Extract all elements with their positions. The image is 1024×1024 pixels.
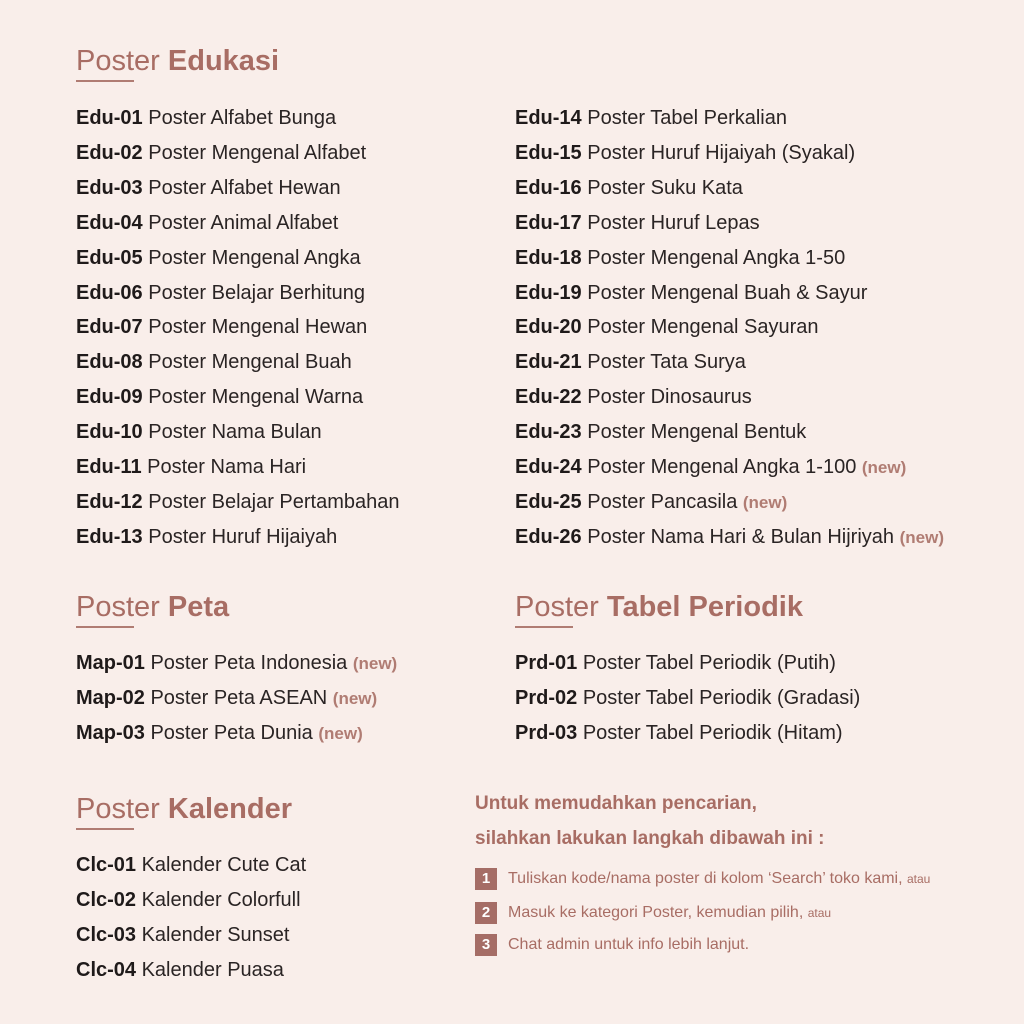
item-code: Clc-01: [76, 854, 137, 876]
item-code: Map-03: [76, 722, 145, 744]
step-text: Masuk ke kategori Poster, kemudian pilih,: [508, 904, 804, 921]
list-item: [76, 525, 337, 549]
instructions-heading-line2: silahkan lakukan langkah dibawah ini :: [475, 828, 825, 849]
section-edukasi: [76, 44, 996, 548]
list-item: [76, 923, 289, 947]
item-code: Edu-15: [515, 141, 582, 164]
item-code: Edu-04: [76, 211, 143, 234]
item-code: Prd-01: [515, 652, 578, 674]
item-name: Poster Huruf Hijaiyah: [148, 525, 338, 548]
item-code: Clc-02: [76, 889, 137, 911]
list-item: [76, 490, 400, 514]
list-item: [515, 686, 860, 710]
item-name: Poster Huruf Hijaiyah (Syakal): [587, 141, 856, 164]
list-item: [76, 721, 363, 746]
list-item: [76, 455, 306, 479]
item-code: Edu-26: [515, 525, 582, 548]
step-text-wrap: [508, 902, 831, 924]
item-code: Edu-10: [76, 421, 143, 444]
item-name: Poster Pancasila: [587, 490, 738, 513]
list-item: [76, 651, 397, 676]
item-name: Poster Peta Indonesia: [150, 652, 348, 674]
list-item: [76, 420, 322, 444]
item-code: Edu-02: [76, 141, 143, 164]
section-tabel-periodik: [515, 590, 935, 744]
section-title-light: Poster: [515, 591, 599, 623]
list-item: [76, 315, 367, 339]
item-name: Poster Nama Bulan: [148, 421, 322, 444]
section-kalender: [76, 792, 496, 981]
list-item: [515, 455, 906, 480]
list-item: [76, 281, 365, 305]
item-code: Edu-21: [515, 351, 582, 374]
section-title-light: Poster: [76, 45, 160, 77]
item-name: Poster Mengenal Angka: [148, 246, 361, 269]
new-badge: (new): [861, 458, 907, 477]
list-item: [76, 958, 284, 982]
list-item: [515, 176, 743, 200]
item-name: Poster Mengenal Angka 1-100: [587, 456, 857, 478]
new-badge: (new): [742, 492, 788, 512]
item-name: Poster Mengenal Buah & Sayur: [587, 281, 868, 304]
list-item: [76, 385, 363, 409]
new-badge: (new): [899, 527, 944, 547]
section-title-bold: Edukasi: [167, 45, 280, 77]
item-name: Poster Peta ASEAN: [150, 687, 328, 709]
section-title-kalender: [76, 792, 496, 832]
title-underline: [76, 828, 134, 830]
item-name: Poster Belajar Berhitung: [148, 281, 366, 304]
item-name: Poster Mengenal Buah: [148, 351, 352, 374]
section-title-periodik: [515, 590, 935, 630]
item-code: Clc-04: [76, 959, 137, 981]
item-name: Poster Tabel Periodik (Putih): [582, 652, 836, 674]
item-name: Kalender Puasa: [141, 959, 284, 981]
item-name: Poster Mengenal Alfabet: [148, 141, 367, 164]
list-item: [76, 853, 306, 877]
item-code: Edu-25: [515, 490, 582, 513]
item-code: Map-02: [76, 687, 145, 709]
list-item: [515, 651, 836, 675]
step-text-wrap: [508, 868, 930, 890]
item-code: Prd-02: [515, 687, 578, 709]
item-name: Poster Peta Dunia: [150, 722, 313, 744]
item-code: Edu-09: [76, 386, 143, 409]
item-name: Kalender Colorfull: [141, 889, 301, 911]
item-name: Poster Tabel Perkalian: [587, 107, 787, 129]
item-code: Edu-05: [76, 246, 143, 269]
section-title-bold: Tabel Periodik: [606, 591, 803, 623]
item-code: Edu-16: [515, 176, 582, 199]
item-name: Poster Tata Surya: [587, 351, 746, 374]
list-item: [76, 246, 361, 270]
new-badge: (new): [352, 654, 398, 673]
list-item: [515, 141, 855, 165]
item-code: Edu-14: [515, 107, 582, 129]
new-badge: (new): [318, 724, 363, 743]
item-code: Edu-22: [515, 386, 582, 409]
list-item: [76, 211, 338, 235]
section-peta: [76, 590, 496, 744]
item-code: Edu-24: [515, 456, 582, 478]
instructions-heading-line1: Untuk memudahkan pencarian,: [475, 793, 757, 814]
list-item: [515, 525, 944, 550]
list-item: [515, 385, 752, 409]
list-item: [515, 281, 867, 305]
section-title-bold: Peta: [167, 591, 230, 623]
section-title-peta: [76, 590, 496, 630]
item-name: Kalender Cute Cat: [141, 854, 307, 876]
new-badge: (new): [332, 689, 378, 708]
item-name: Poster Suku Kata: [587, 176, 743, 199]
list-item: [76, 888, 301, 912]
item-name: Poster Nama Hari & Bulan Hijriyah: [587, 525, 895, 548]
step-number-badge: 1: [475, 868, 497, 890]
item-name: Poster Mengenal Bentuk: [587, 421, 807, 444]
list-item: [76, 141, 366, 165]
step-text-wrap: [508, 934, 749, 956]
section-title-light: Poster: [76, 793, 160, 825]
item-name: Poster Tabel Periodik (Hitam): [582, 722, 843, 744]
section-title-edukasi: [76, 44, 996, 84]
item-code: Edu-12: [76, 490, 143, 513]
item-code: Edu-07: [76, 316, 143, 339]
step-number-badge: 3: [475, 934, 497, 956]
item-name: Kalender Sunset: [141, 924, 290, 946]
list-item: [515, 211, 760, 235]
item-name: Poster Dinosaurus: [587, 386, 752, 409]
item-code: Edu-08: [76, 351, 143, 374]
item-code: Edu-03: [76, 176, 143, 199]
item-name: Poster Mengenal Angka 1-50: [587, 246, 846, 269]
item-code: Edu-23: [515, 421, 582, 444]
list-item: [515, 350, 746, 374]
item-name: Poster Animal Alfabet: [148, 211, 339, 234]
section-title-bold: Kalender: [167, 793, 292, 825]
list-item: [515, 721, 843, 745]
item-name: Poster Alfabet Bunga: [148, 107, 337, 129]
item-code: Map-01: [76, 652, 145, 674]
item-name: Poster Alfabet Hewan: [148, 176, 341, 199]
list-item: [76, 106, 336, 130]
step-suffix: atau: [807, 906, 832, 920]
item-code: Edu-13: [76, 525, 143, 548]
step-text: Chat admin untuk info lebih lanjut.: [508, 936, 750, 953]
item-code: Prd-03: [515, 722, 578, 744]
item-code: Edu-20: [515, 316, 582, 339]
item-name: Poster Belajar Pertambahan: [148, 490, 400, 513]
item-code: Edu-11: [76, 456, 142, 478]
list-item: [515, 246, 845, 270]
list-item: [76, 350, 352, 374]
item-name: Poster Huruf Lepas: [587, 211, 760, 234]
item-code: Edu-19: [515, 281, 582, 304]
step-number-badge: 2: [475, 902, 497, 924]
title-underline: [76, 80, 134, 82]
item-name: Poster Mengenal Sayuran: [587, 316, 819, 339]
step-suffix: atau: [907, 872, 931, 886]
item-name: Poster Mengenal Warna: [148, 386, 364, 409]
item-name: Poster Nama Hari: [147, 456, 307, 478]
list-item: [515, 106, 787, 130]
item-name: Poster Mengenal Hewan: [148, 316, 368, 339]
list-item: [76, 686, 377, 711]
item-code: Edu-01: [76, 107, 143, 129]
item-code: Edu-06: [76, 281, 143, 304]
item-code: Edu-18: [515, 246, 582, 269]
title-underline: [515, 626, 573, 628]
title-underline: [76, 626, 134, 628]
list-item: [515, 420, 806, 444]
item-name: Poster Tabel Periodik (Gradasi): [582, 687, 861, 709]
section-title-light: Poster: [76, 591, 160, 623]
step-text: Tuliskan kode/nama poster di kolom ‘Search’ toko kami,: [508, 870, 903, 887]
list-item: [515, 490, 787, 515]
list-item: [76, 176, 341, 200]
item-code: Clc-03: [76, 924, 137, 946]
list-item: [515, 315, 819, 339]
item-code: Edu-17: [515, 211, 582, 234]
